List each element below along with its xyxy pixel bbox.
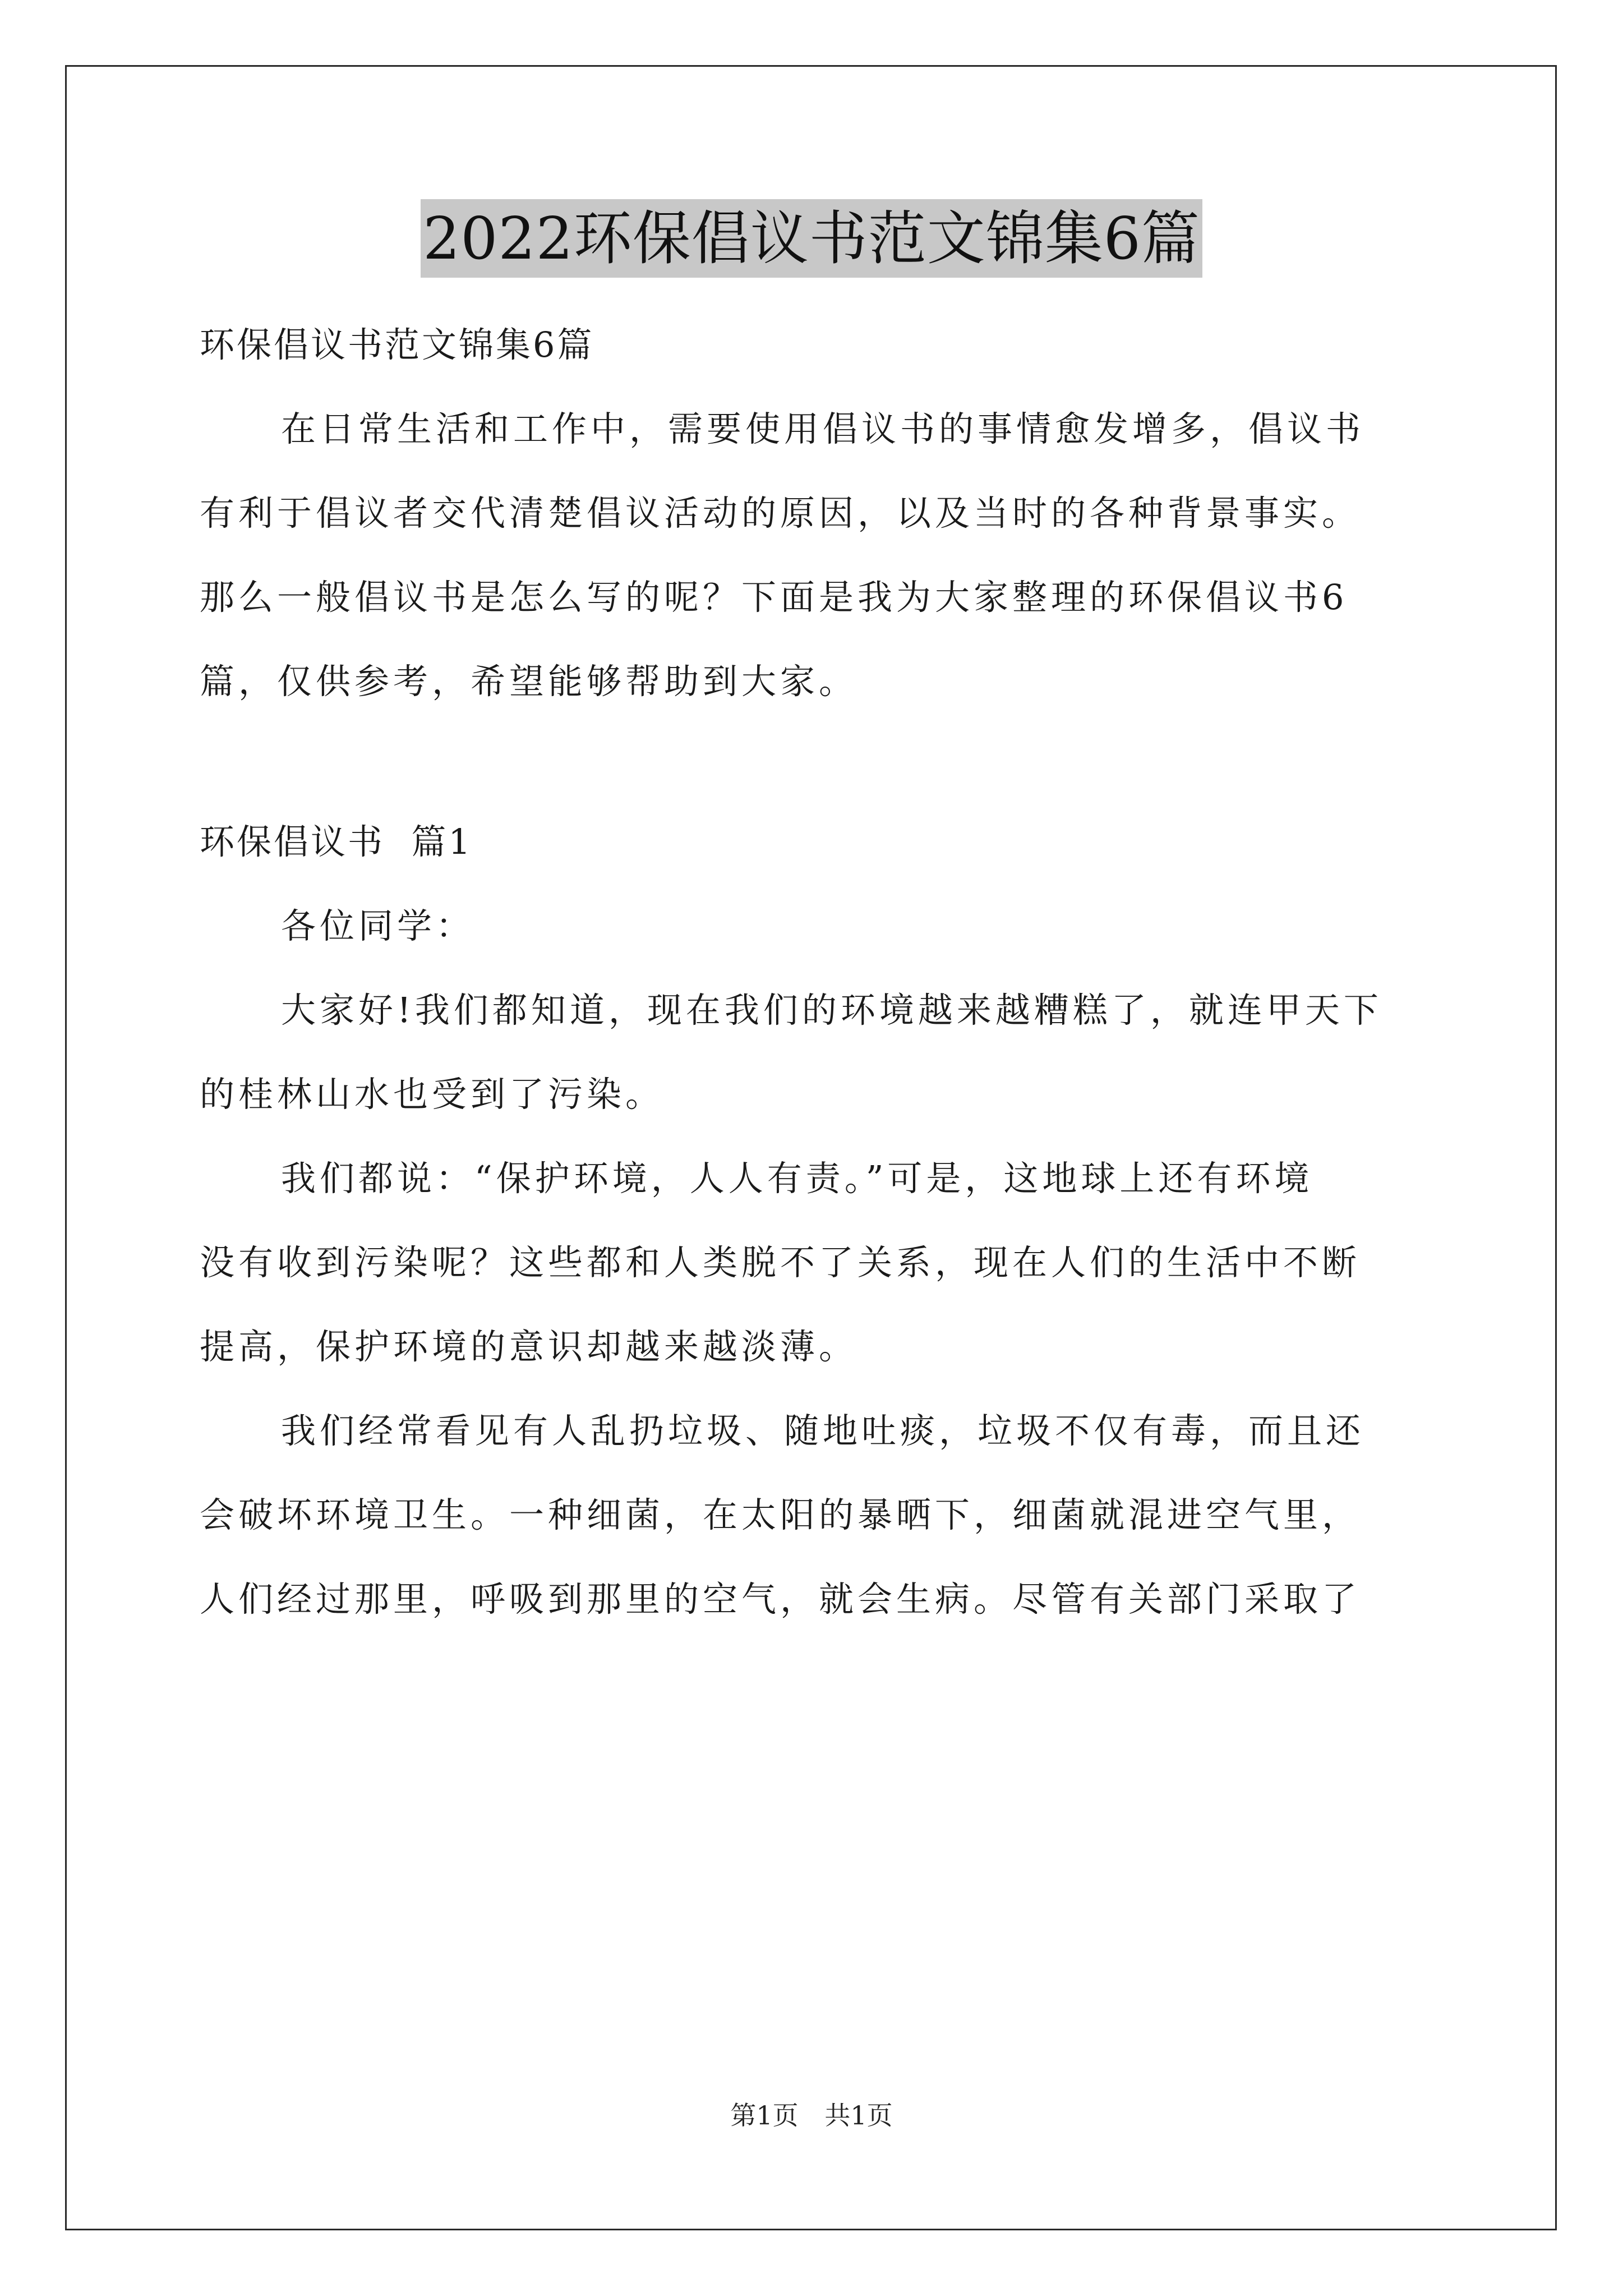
document-subtitle: 环保倡议书范文锦集6篇 (200, 324, 594, 365)
page-total: 共1页 (824, 2100, 893, 2131)
intro-line: 那么一般倡议书是怎么写的呢？下面是我为大家整理的环保倡议书6 (200, 577, 1348, 618)
document-title: 2022环保倡议书范文锦集6篇 (421, 199, 1202, 278)
paragraph-line: 我们都说：“保护环境，人人有责。”可是，这地球上还有环境 (281, 1158, 1313, 1199)
title-container (0, 199, 1623, 278)
paragraph-1 (200, 968, 1433, 1137)
intro-line: 在日常生活和工作中，需要使用倡议书的事情愈发增多，倡议书 (281, 408, 1365, 449)
paragraph-line: 人们经过那里，呼吸到那里的空气，就会生病。尽管有关部门采取了 (200, 1579, 1361, 1619)
page-footer (0, 2095, 1623, 2132)
section-heading: 环保倡议书 篇1 (200, 821, 473, 862)
paragraph-3 (200, 1389, 1433, 1641)
paragraph-2 (200, 1137, 1433, 1389)
paragraph-line: 的桂林山水也受到了污染。 (200, 1074, 665, 1115)
paragraph-line: 大家好!我们都知道，现在我们的环境越来越糟糕了，就连甲天下 (281, 990, 1382, 1030)
intro-line: 篇，仅供参考，希望能够帮助到大家。 (200, 661, 858, 702)
paragraph-line: 我们经常看见有人乱扔垃圾、随地吐痰，垃圾不仅有毒，而且还 (281, 1410, 1365, 1451)
paragraph-line: 没有收到污染呢？这些都和人类脱不了关系，现在人们的生活中不断 (200, 1242, 1361, 1283)
section-gap (200, 724, 1433, 800)
intro-paragraph (200, 387, 1433, 724)
document-body (200, 303, 1433, 1641)
greeting: 各位同学： (281, 905, 475, 946)
page-number: 第1页 (730, 2100, 799, 2131)
paragraph-line: 会破坏环境卫生。一种细菌，在太阳的暴晒下，细菌就混进空气里， (200, 1494, 1361, 1535)
paragraph-line: 提高，保护环境的意识却越来越淡薄。 (200, 1326, 858, 1367)
intro-line: 有利于倡议者交代清楚倡议活动的原因，以及当时的各种背景事实。 (200, 493, 1361, 533)
